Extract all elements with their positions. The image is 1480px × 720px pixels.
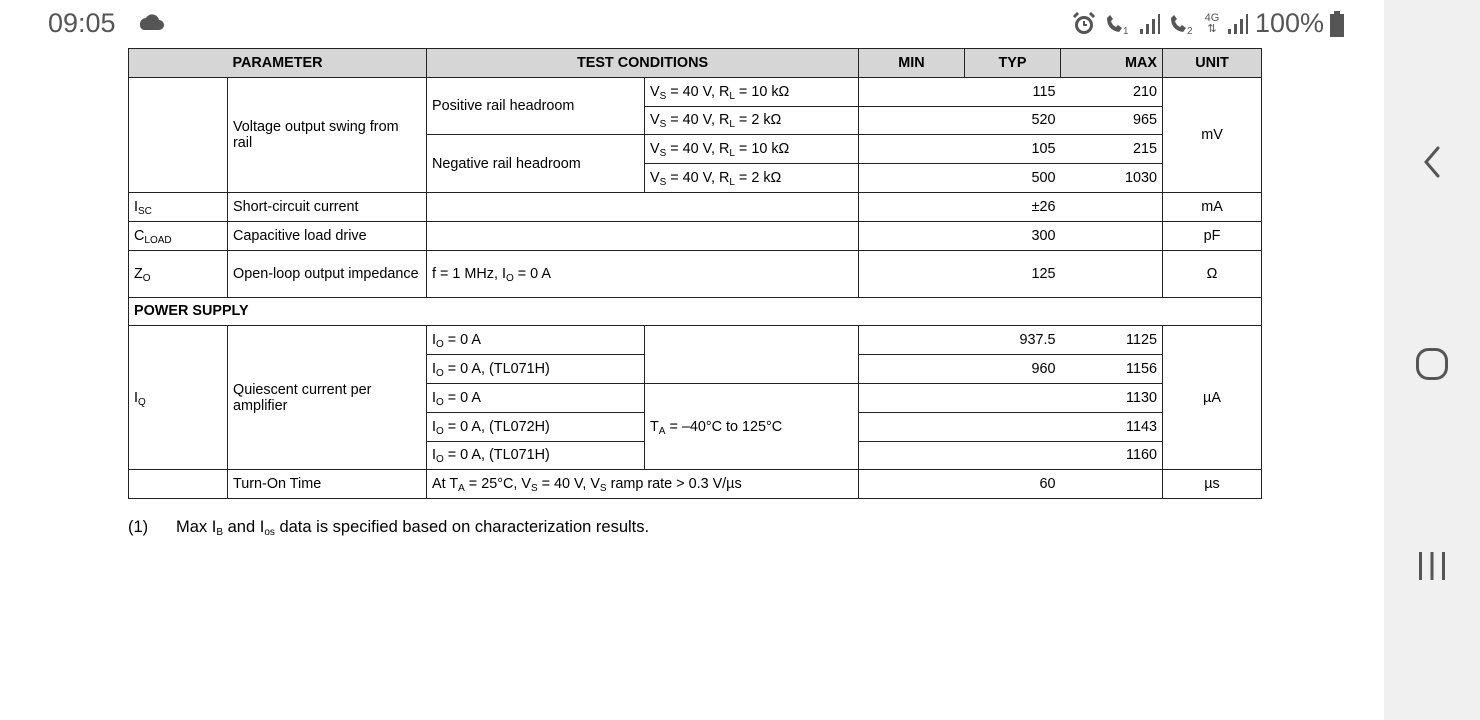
- condition: f = 1 MHz, $I_O = 0$ A: [427, 250, 859, 297]
- back-icon[interactable]: [1384, 140, 1480, 184]
- network-type-label: 4G ⇅: [1204, 11, 1220, 35]
- condition: $V_S = 40$ V, $R_L = 2$ kΩ: [645, 106, 859, 135]
- table-row: [129, 470, 1262, 499]
- status-bar: [0, 0, 1384, 46]
- typ-value: [965, 412, 1061, 441]
- min-value: [859, 250, 965, 297]
- unit: mA: [1163, 192, 1262, 221]
- min-value: [859, 106, 965, 135]
- spec-table: [128, 48, 1262, 499]
- table-row: [129, 77, 1262, 106]
- typ-value: 115: [965, 77, 1061, 106]
- unit: µA: [1163, 326, 1262, 470]
- table-header-row: [129, 49, 1262, 78]
- param-name: Short-circuit current: [228, 192, 427, 221]
- header-max: MAX: [1061, 49, 1163, 78]
- max-value: [1061, 250, 1163, 297]
- typ-value: [965, 383, 1061, 412]
- max-value: [1061, 470, 1163, 499]
- svg-text:2: 2: [1186, 25, 1193, 36]
- min-value: [859, 470, 965, 499]
- wifi-call-icon: [1167, 12, 1197, 36]
- min-value: [859, 326, 965, 355]
- home-icon[interactable]: [1384, 344, 1480, 384]
- condition: [427, 221, 859, 250]
- table-row: [129, 192, 1262, 221]
- typ-value: 105: [965, 135, 1061, 164]
- min-value: [859, 135, 965, 164]
- max-value: 1125: [1061, 326, 1163, 355]
- typ-value: 60: [965, 470, 1061, 499]
- typ-value: 125: [965, 250, 1061, 297]
- typ-value: 960: [965, 355, 1061, 384]
- max-value: 210: [1061, 77, 1163, 106]
- min-value: [859, 221, 965, 250]
- unit: µs: [1163, 470, 1262, 499]
- wifi-call-icon: [1103, 12, 1133, 36]
- typ-value: 500: [965, 164, 1061, 193]
- param-symbol: [129, 470, 228, 499]
- param-name: Capacitive load drive: [228, 221, 427, 250]
- max-value: 1130: [1061, 383, 1163, 412]
- header-unit: UNIT: [1163, 49, 1262, 78]
- condition-extra: [645, 326, 859, 384]
- condition: $I_O = 0$ A, (TL072H): [427, 412, 645, 441]
- weather-icon: [136, 10, 164, 37]
- condition-group: Negative rail headroom: [427, 135, 645, 193]
- footnote-text: Max $I_B$ and $I_{os}$ data is specified based on characterization results.: [176, 518, 650, 538]
- min-value: [859, 77, 965, 106]
- max-value: 1030: [1061, 164, 1163, 193]
- max-value: 215: [1061, 135, 1163, 164]
- condition-group: Positive rail headroom: [427, 77, 645, 135]
- signal-icon: [1139, 12, 1161, 36]
- min-value: [859, 412, 965, 441]
- param-symbol: [129, 77, 228, 192]
- min-value: [859, 164, 965, 193]
- alarm-icon: [1071, 12, 1097, 36]
- param-symbol: $C_{LOAD}$: [129, 221, 228, 250]
- header-typ: TYP: [965, 49, 1061, 78]
- typ-value: 937.5: [965, 326, 1061, 355]
- param-name: Quiescent current per amplifier: [228, 326, 427, 470]
- condition: At $T_A = 25^\circ C$, $V_S = 40$ V, $V_S$ ramp rate > 0.3 V/µs: [427, 470, 859, 499]
- unit: pF: [1163, 221, 1262, 250]
- condition: [427, 192, 859, 221]
- min-value: [859, 192, 965, 221]
- param-name: Turn-On Time: [228, 470, 427, 499]
- min-value: [859, 441, 965, 470]
- typ-value: 300: [965, 221, 1061, 250]
- param-symbol: $Z_O$: [129, 250, 228, 297]
- svg-text:1: 1: [1122, 25, 1129, 36]
- min-value: [859, 355, 965, 384]
- param-name: Open-loop output impedance: [228, 250, 427, 297]
- battery-icon: [1330, 11, 1344, 37]
- min-value: [859, 383, 965, 412]
- max-value: 1143: [1061, 412, 1163, 441]
- max-value: [1061, 192, 1163, 221]
- recents-icon[interactable]: [1384, 546, 1480, 586]
- condition-extra: $T_A = -40^\circ C$ to 125°C: [645, 383, 859, 469]
- max-value: 1156: [1061, 355, 1163, 384]
- max-value: [1061, 221, 1163, 250]
- navigation-bar: [1384, 0, 1480, 720]
- header-test-conditions: TEST CONDITIONS: [427, 49, 859, 78]
- param-name: Voltage output swing from rail: [228, 77, 427, 192]
- condition: $I_O = 0$ A: [427, 383, 645, 412]
- param-symbol: $I_Q$: [129, 326, 228, 470]
- footnote: [128, 518, 649, 537]
- table-row: [129, 326, 1262, 355]
- max-value: 965: [1061, 106, 1163, 135]
- condition: $V_S = 40$ V, $R_L = 10$ kΩ: [645, 77, 859, 106]
- unit: mV: [1163, 77, 1262, 192]
- condition: $I_O = 0$ A, (TL071H): [427, 441, 645, 470]
- battery-percent: 100%: [1254, 8, 1324, 38]
- unit: Ω: [1163, 250, 1262, 297]
- typ-value: [965, 441, 1061, 470]
- header-min: MIN: [859, 49, 965, 78]
- max-value: 1160: [1061, 441, 1163, 470]
- footnote-number: (1): [128, 518, 149, 536]
- typ-value: ±26: [965, 192, 1061, 221]
- status-time: 09:05: [48, 8, 116, 38]
- section-header-row: [129, 297, 1262, 326]
- table-row: [129, 250, 1262, 297]
- header-parameter: PARAMETER: [129, 49, 427, 78]
- typ-value: 520: [965, 106, 1061, 135]
- datasheet-table-container: [128, 48, 1262, 499]
- condition: $I_O = 0$ A: [427, 326, 645, 355]
- param-symbol: $I_{SC}$: [129, 192, 228, 221]
- table-row: [129, 221, 1262, 250]
- condition: $V_S = 40$ V, $R_L = 2$ kΩ: [645, 164, 859, 193]
- condition: $I_O = 0$ A, (TL071H): [427, 355, 645, 384]
- condition: $V_S = 40$ V, $R_L = 10$ kΩ: [645, 135, 859, 164]
- signal-icon: [1227, 12, 1249, 36]
- section-title: POWER SUPPLY: [129, 297, 1262, 326]
